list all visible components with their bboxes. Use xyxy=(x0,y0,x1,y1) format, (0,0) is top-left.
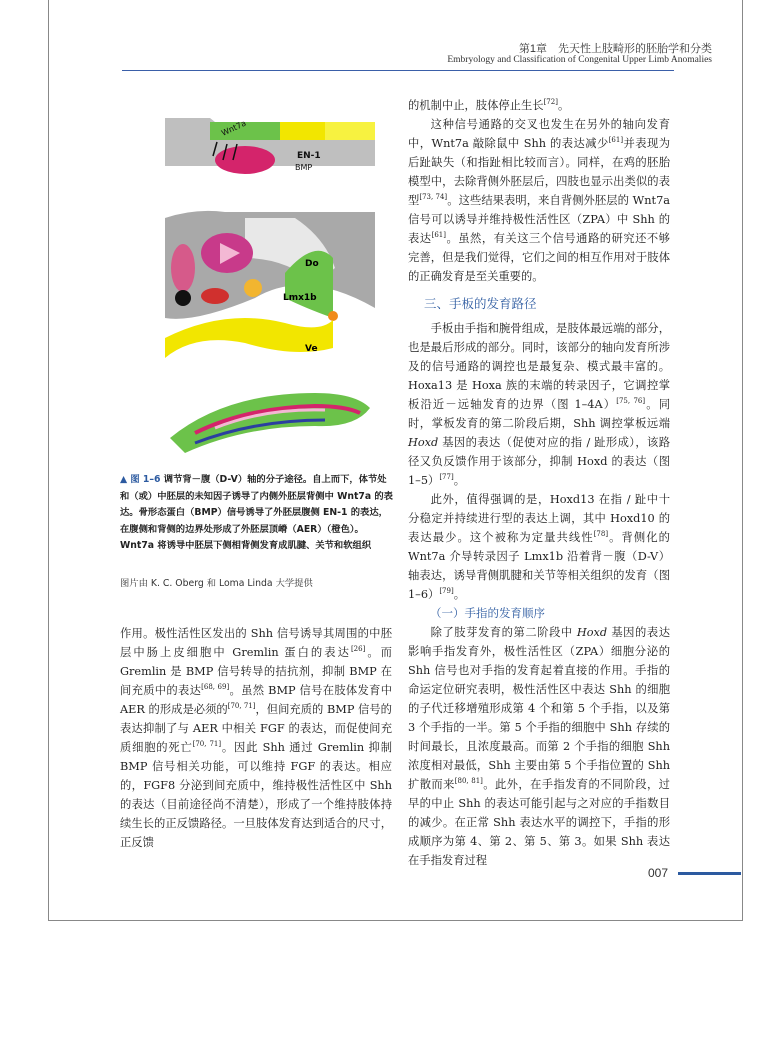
body-text: 。因此 Shh 通过 Gremlin 抑制 BMP 信号相关功能，可以维持 FGF 的表达。相应的，FGF8 分泌到间充质中，维持极性活性区中 Shh 的表达（目前途径尚不清楚），形成了一个维持肢体持续生长的正反馈路径。一旦肢体发育达到适合的尺寸，正反馈 xyxy=(120,741,392,849)
figure-1-6 xyxy=(165,108,375,458)
label-en1: EN-1 xyxy=(297,151,321,161)
neural-tube-magenta xyxy=(215,146,275,174)
figure-caption xyxy=(120,472,395,555)
body-text: ，但间充质的 BMP 信号的表达抑制了与 AER 中相关 FGF 的表达，而促使间充质细胞的死亡 xyxy=(120,703,392,754)
left-column xyxy=(120,624,392,852)
running-header-chapter: 第1章 先天性上肢畸形的胚胎学和分类 xyxy=(518,43,712,55)
page-number: 007 xyxy=(648,866,669,880)
citation: [75, 76] xyxy=(616,397,646,406)
body-text: 。而 Gremlin 是 BMP 信号转导的拮抗剂，抑制 BMP 在间充质中的表达 xyxy=(120,646,392,697)
label-do: Do xyxy=(305,259,319,269)
citation: [78] xyxy=(593,530,609,539)
label-wnt7a: Wnt7a xyxy=(220,118,248,138)
figure-credit: 图片由 K. C. Oberg 和 Loma Linda 大学提供 xyxy=(120,578,313,589)
citation: [61] xyxy=(608,136,624,145)
gene-name: Hoxd xyxy=(408,436,439,449)
body-text: 手板由手指和腕骨组成，是肢体最远端的部分，也是最后形成的部分。同时，该部分的轴向发育所涉及的信号通路的调控也是最复杂、模式最丰富的。Hoxa13 是 Hoxa 族的末端的转录因子，它调控掌板沿近－远轴发育的边界（图 1–4A） xyxy=(408,322,670,411)
citation: [70, 71] xyxy=(227,702,256,711)
label-bmp: BMP xyxy=(295,163,313,172)
citation: [80, 81] xyxy=(454,777,483,786)
citation: [72] xyxy=(543,98,558,107)
body-text: 此外，值得强调的是，Hoxd13 在指 / 趾中十分稳定并持续进行型的表达上调，其中 Hoxd10 的表达最少。这个被称为定量共线性 xyxy=(408,493,670,544)
notochord xyxy=(175,290,191,306)
right-column: 的机制中止，肢体停止生长[72]。 这种信号通路的交叉也发生在另外的轴向发育中，Wnt7a 敲除鼠中 Shh 的表达减少[61]并表现为后趾缺失（和指趾相比较而言）。同样，在鸡的胚胎模型中，去除背侧外胚层后，四肢也显示出类似的表型[73, 74]。这些结果表明，来自背侧外胚层的 Wnt7a 信号可以诱导并维持极性活性区（ZPA）中 Shh 的表达[61]。虽然，有关这三个信号通路的研究还不够完善，但是我们觉得，它们之间的相互作用对于肢体的正确发育是至关重要的。 三、手板的发育路径 手板由手指和腕骨组成，是肢体最远端的部分，也是最后形成的部分。同时，该部分的轴向发育所涉及的信号通路的调控也是最复杂、模式最丰富的。Hoxa13 是 Hoxa 族的末端的转录因子，它调控掌板沿近－远轴发育的边界（图 1–4A）[75, 76]。同时，掌板发育的第二阶段后期，Shh 调控掌板远端 Hoxd 基因的表达（促使对应的指 / 趾形成），该路径又负反馈作用于该部分，抑制 Hoxd 的表达（图 1–5）[77]。 此外，值得强调的是，Hoxd13 在指 / 趾中十分稳定并持续进行型的表达上调，其中 Hoxd10 的表达最少。这个被称为定量共线性[78]。背侧化的 Wnt7a 介导转录因子 Lmx1b 沿着背－腹（D-V）轴表达，诱导背侧肌腱和关节等相关组织的发育（图 1–6）[79]。 （一）手指的发育顺序 除了肢芽发育的第二阶段中 Hoxd 基因的表达影响手指发育外，极性活性区（ZPA）细胞分泌的 Shh 信号也对手指的发育起着直接的作用。手指的命运定位研究表明，极性活性区中表达 Shh 的细胞的子代迁移增殖形成第 4 个和第 5 个手指，以及第 3 个手指的一半。第 5 个手指的细胞中 Shh 存续的时间最长，且浓度最高。而第 2 个手指的细胞 Shh 浓度相对最低，Shh 主要由第 5 个手指位置的 Shh 扩散而来[80, 81]。此外，在手指发育的不同阶段，过早的中止 Shh 的表达可能引起与之对应的手指数目的减少。在正常 Shh 表达水平的调控下，手指的形成顺序为第 4、第 2、第 5、第 3。如果 Shh 表达在手指发育过程 xyxy=(408,98,670,867)
body-text: 。虽然 BMP 信号在肢体发育中 AER 的形成是必须的 xyxy=(120,684,392,716)
caption-number: ▲ 图 1–6 xyxy=(120,474,161,485)
caption-text: 调节背－腹（D-V）轴的分子途径。自上而下，体节处和（或）中胚层的未知因子诱导了内侧外胚层背侧中 Wnt7a 的表达。骨形态蛋白（BMP）信号诱导了外胚层腹侧 EN-1 的表达，在腹侧和背侧的边界处形成了外胚层顶嵴（AER）（橙色）。Wnt7a 将诱导中胚层下侧相背侧发育成肌腱、关节和软组织 xyxy=(120,474,393,551)
label-ve: Ve xyxy=(305,344,318,354)
header-rule xyxy=(122,70,674,71)
gene-name: Hoxd xyxy=(576,626,608,639)
citation: [26] xyxy=(350,645,366,654)
section-heading: 三、手板的发育路径 xyxy=(424,296,537,311)
body-text: 的机制中止，肢体停止生长 xyxy=(408,99,544,112)
running-header-english: Embryology and Classification of Congenital Upper Limb Anomalies xyxy=(447,55,712,65)
body-text: 除了肢芽发育的第二阶段中 xyxy=(430,626,577,639)
citation: [77] xyxy=(439,473,454,482)
ectoderm-yellow xyxy=(280,122,325,140)
label-lmx1b: Lmx1b xyxy=(283,293,317,303)
citation: [61] xyxy=(431,231,446,240)
aer-orange xyxy=(328,311,338,321)
subsection-heading: （一）手指的发育顺序 xyxy=(430,606,545,620)
citation: [68, 69] xyxy=(201,683,230,692)
body-text: 作用。极性活性区发出的 Shh 信号诱导其周围的中胚层中肠上皮细胞中 Gremlin 蛋白的表达 xyxy=(120,627,392,659)
dv-axis-diagram xyxy=(165,108,375,458)
citation: [73, 74] xyxy=(419,193,448,202)
citation: [70, 71] xyxy=(192,740,222,749)
citation: [79] xyxy=(439,587,454,596)
page-number-bar xyxy=(678,872,741,875)
body-text: 这种信号通路的交叉也发生在另外的轴向发育中，Wnt7a 敲除鼠中 Shh 的表达减少 xyxy=(408,118,670,150)
